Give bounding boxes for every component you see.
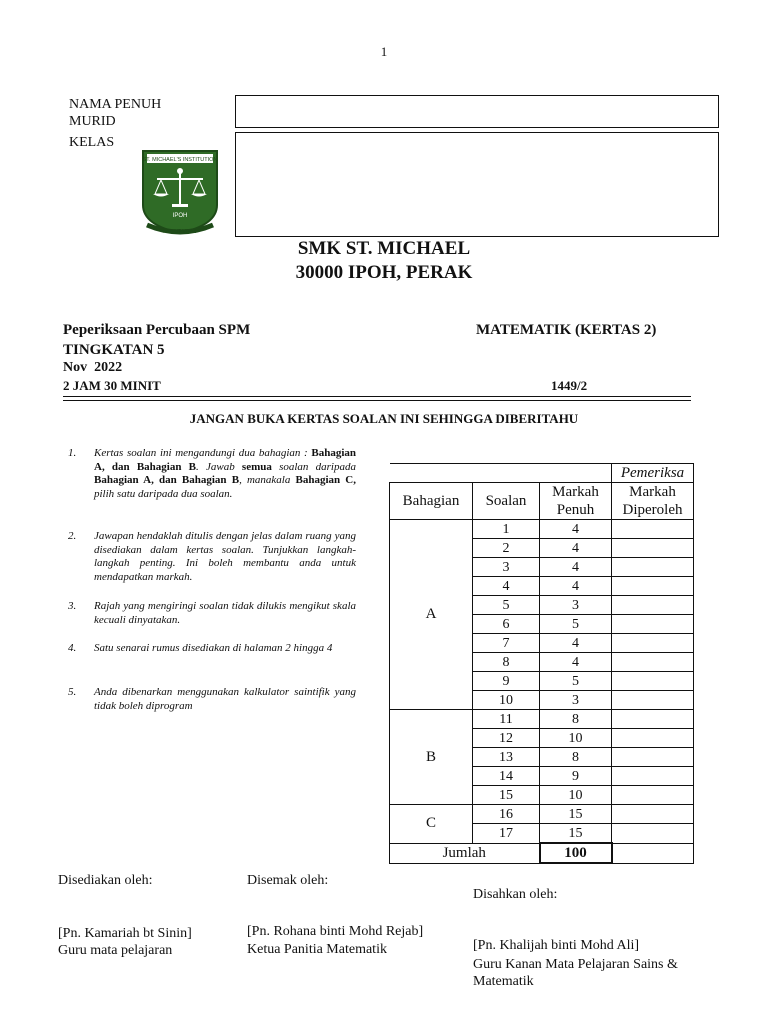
examiner-header: Pemeriksa: [612, 464, 694, 483]
instruction-number: 2.: [68, 530, 77, 542]
total-obtained-cell[interactable]: [612, 843, 694, 863]
marks-obtained-cell[interactable]: [612, 596, 694, 615]
approved-role-line1: Guru Kanan Mata Pelajaran Sains &: [473, 957, 678, 972]
header-markah-penuh: Markah Penuh: [540, 483, 612, 520]
instruction-5: [68, 686, 356, 713]
checked-role: Ketua Panitia Matematik: [247, 942, 387, 957]
page-number: 1: [380, 44, 388, 59]
full-marks: 4: [540, 539, 612, 558]
question-number: 12: [473, 729, 540, 748]
full-marks: 4: [540, 558, 612, 577]
table-row: [390, 805, 694, 824]
question-number: 2: [473, 539, 540, 558]
marks-table: [389, 463, 694, 864]
marks-table-examiner-row: [390, 464, 694, 483]
full-marks: 4: [540, 520, 612, 539]
full-marks: 8: [540, 748, 612, 767]
logo-top-text: ST. MICHAEL'S INSTITUTION: [142, 157, 218, 163]
warning-text: JANGAN BUKA KERTAS SOALAN INI SEHINGGA DIBERITAHU: [189, 411, 579, 426]
marks-obtained-cell[interactable]: [612, 748, 694, 767]
exam-form: TINGKATAN 5: [63, 342, 165, 358]
logo-place-text: IPOH: [172, 213, 188, 219]
instruction-text: Rajah yang mengiringi soalan tidak dilukis mengikut skala kecuali dinyatakan.: [94, 600, 356, 626]
marks-obtained-cell[interactable]: [612, 577, 694, 596]
question-number: 14: [473, 767, 540, 786]
total-value: 100: [540, 843, 612, 863]
total-label: Jumlah: [390, 843, 540, 863]
instruction-number: 1.: [68, 447, 77, 459]
full-marks: 4: [540, 577, 612, 596]
marks-obtained-cell[interactable]: [612, 520, 694, 539]
school-name: SMK ST. MICHAEL: [297, 238, 471, 259]
question-number: 7: [473, 634, 540, 653]
instruction-4: [68, 642, 356, 656]
checked-name: [Pn. Rohana binti Mohd Rejab]: [247, 924, 424, 939]
full-marks: 5: [540, 615, 612, 634]
class-field[interactable]: [235, 132, 719, 237]
approved-role-line2: Matematik: [473, 974, 534, 989]
question-number: 6: [473, 615, 540, 634]
instruction-text: Kertas soalan ini mengandungi dua bahagian : Bahagian A, dan Bahagian B. Jawab semua soalan daripada Bahagian A, dan Bahagian B, manakala Bahagian C, pilih satu daripada dua soalan.: [94, 447, 356, 500]
instruction-text: Satu senarai rumus disediakan di halaman 2 hingga 4: [94, 642, 333, 654]
question-number: 16: [473, 805, 540, 824]
checked-label: Disemak oleh:: [247, 873, 329, 888]
section-name: A: [390, 520, 473, 710]
instruction-text: Jawapan hendaklah ditulis dengan jelas dalam ruang yang disediakan dalam kertas soalan. Tunjukkan langkah-langkah penting. Ini boleh membantu anda untuk mendapatkan markah.: [94, 530, 356, 583]
question-number: 9: [473, 672, 540, 691]
marks-obtained-cell[interactable]: [612, 729, 694, 748]
table-row: [390, 710, 694, 729]
prepared-name: [Pn. Kamariah bt Sinin]: [58, 926, 192, 941]
marks-obtained-cell[interactable]: [612, 824, 694, 844]
question-number: 5: [473, 596, 540, 615]
class-label: KELAS: [69, 135, 115, 150]
prepared-role: Guru mata pelajaran: [58, 943, 173, 958]
marks-obtained-cell[interactable]: [612, 710, 694, 729]
name-field[interactable]: [235, 95, 719, 128]
name-label-line2: MURID: [69, 114, 116, 129]
question-number: 13: [473, 748, 540, 767]
school-logo: [137, 147, 223, 237]
marks-obtained-cell[interactable]: [612, 634, 694, 653]
full-marks: 8: [540, 710, 612, 729]
marks-obtained-cell[interactable]: [612, 558, 694, 577]
question-number: 11: [473, 710, 540, 729]
full-marks: 4: [540, 653, 612, 672]
full-marks: 10: [540, 729, 612, 748]
instruction-number: 5.: [68, 686, 77, 698]
exam-code: 1449/2: [551, 378, 588, 393]
school-address: 30000 IPOH, PERAK: [295, 262, 473, 283]
marks-obtained-cell[interactable]: [612, 539, 694, 558]
instruction-text: Anda dibenarkan menggunakan kalkulator saintifik yang tidak boleh diprogram: [94, 686, 356, 712]
exam-date: Nov 2022: [63, 360, 123, 375]
marks-obtained-cell[interactable]: [612, 767, 694, 786]
question-number: 3: [473, 558, 540, 577]
marks-obtained-cell[interactable]: [612, 786, 694, 805]
exam-subject: MATEMATIK (KERTAS 2): [476, 322, 657, 338]
full-marks: 3: [540, 691, 612, 710]
question-number: 1: [473, 520, 540, 539]
approved-label: Disahkan oleh:: [473, 887, 558, 902]
full-marks: 9: [540, 767, 612, 786]
instruction-1: [68, 447, 356, 501]
section-name: B: [390, 710, 473, 805]
name-label: [69, 96, 161, 130]
name-label-line1: NAMA PENUH: [69, 97, 162, 112]
question-number: 8: [473, 653, 540, 672]
question-number: 15: [473, 786, 540, 805]
full-marks: 4: [540, 634, 612, 653]
marks-obtained-cell[interactable]: [612, 691, 694, 710]
instruction-3: [68, 600, 356, 627]
question-number: 4: [473, 577, 540, 596]
exam-duration: 2 JAM 30 MINIT: [63, 378, 161, 393]
header-bahagian: Bahagian: [390, 483, 473, 520]
full-marks: 5: [540, 672, 612, 691]
full-marks: 3: [540, 596, 612, 615]
header-markah-diperoleh: Markah Diperoleh: [612, 483, 694, 520]
full-marks: 10: [540, 786, 612, 805]
instruction-number: 4.: [68, 642, 77, 654]
marks-obtained-cell[interactable]: [612, 653, 694, 672]
logo-motto: FAC UT VIVAS: [163, 229, 197, 235]
marks-obtained-cell[interactable]: [612, 805, 694, 824]
section-name: C: [390, 805, 473, 844]
exam-title: Peperiksaan Percubaan SPM: [63, 322, 251, 338]
prepared-label: Disediakan oleh:: [58, 873, 153, 888]
marks-total-row: [390, 843, 694, 863]
question-number: 17: [473, 824, 540, 844]
marks-obtained-cell[interactable]: [612, 615, 694, 634]
full-marks: 15: [540, 824, 612, 844]
header-soalan: Soalan: [473, 483, 540, 520]
full-marks: 15: [540, 805, 612, 824]
table-row: [390, 520, 694, 539]
instruction-number: 3.: [68, 600, 77, 612]
approved-name: [Pn. Khalijah binti Mohd Ali]: [473, 938, 640, 953]
header-rule: [63, 396, 691, 401]
question-number: 10: [473, 691, 540, 710]
instruction-2: [68, 530, 356, 584]
marks-obtained-cell[interactable]: [612, 672, 694, 691]
marks-table-header-row: [390, 483, 694, 520]
